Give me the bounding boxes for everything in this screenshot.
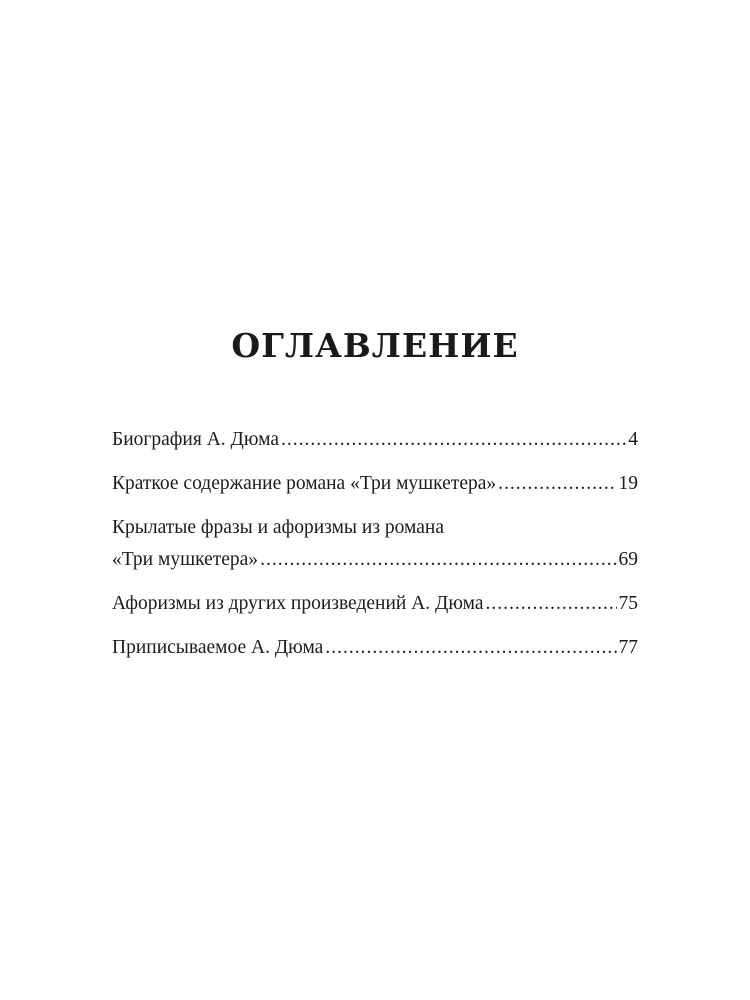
toc-entry-page: 19 — [618, 473, 638, 494]
toc-entry-page: 75 — [618, 593, 638, 614]
toc-entry-label: Приписываемое А. Дюма — [112, 637, 324, 658]
toc-entry[interactable] — [112, 588, 638, 620]
toc-entry-page: 69 — [618, 549, 638, 570]
toc-entry-label: Биография А. Дюма — [112, 429, 280, 450]
table-of-contents — [112, 424, 638, 676]
toc-entry-label: «Три мушкетера» — [112, 549, 259, 570]
toc-entry-page: 77 — [618, 637, 638, 658]
toc-entry[interactable] — [112, 632, 638, 664]
dot-leader — [486, 588, 617, 620]
dot-leader — [281, 424, 626, 456]
page-title: ОГЛАВЛЕНИЕ — [231, 326, 519, 365]
toc-entry[interactable] — [112, 468, 638, 500]
toc-entry[interactable] — [112, 512, 638, 576]
toc-entry[interactable] — [112, 424, 638, 456]
dot-leader — [325, 632, 616, 664]
toc-entry-label: Афоризмы из других произведений А. Дюма — [112, 593, 484, 614]
dot-leader — [498, 468, 616, 500]
dot-leader — [260, 544, 616, 576]
toc-entry-label: Краткое содержание романа «Три мушкетера» — [112, 473, 497, 494]
toc-entry-page: 4 — [628, 429, 638, 450]
toc-entry-label-line1: Крылатые фразы и афоризмы из романа — [112, 517, 444, 538]
